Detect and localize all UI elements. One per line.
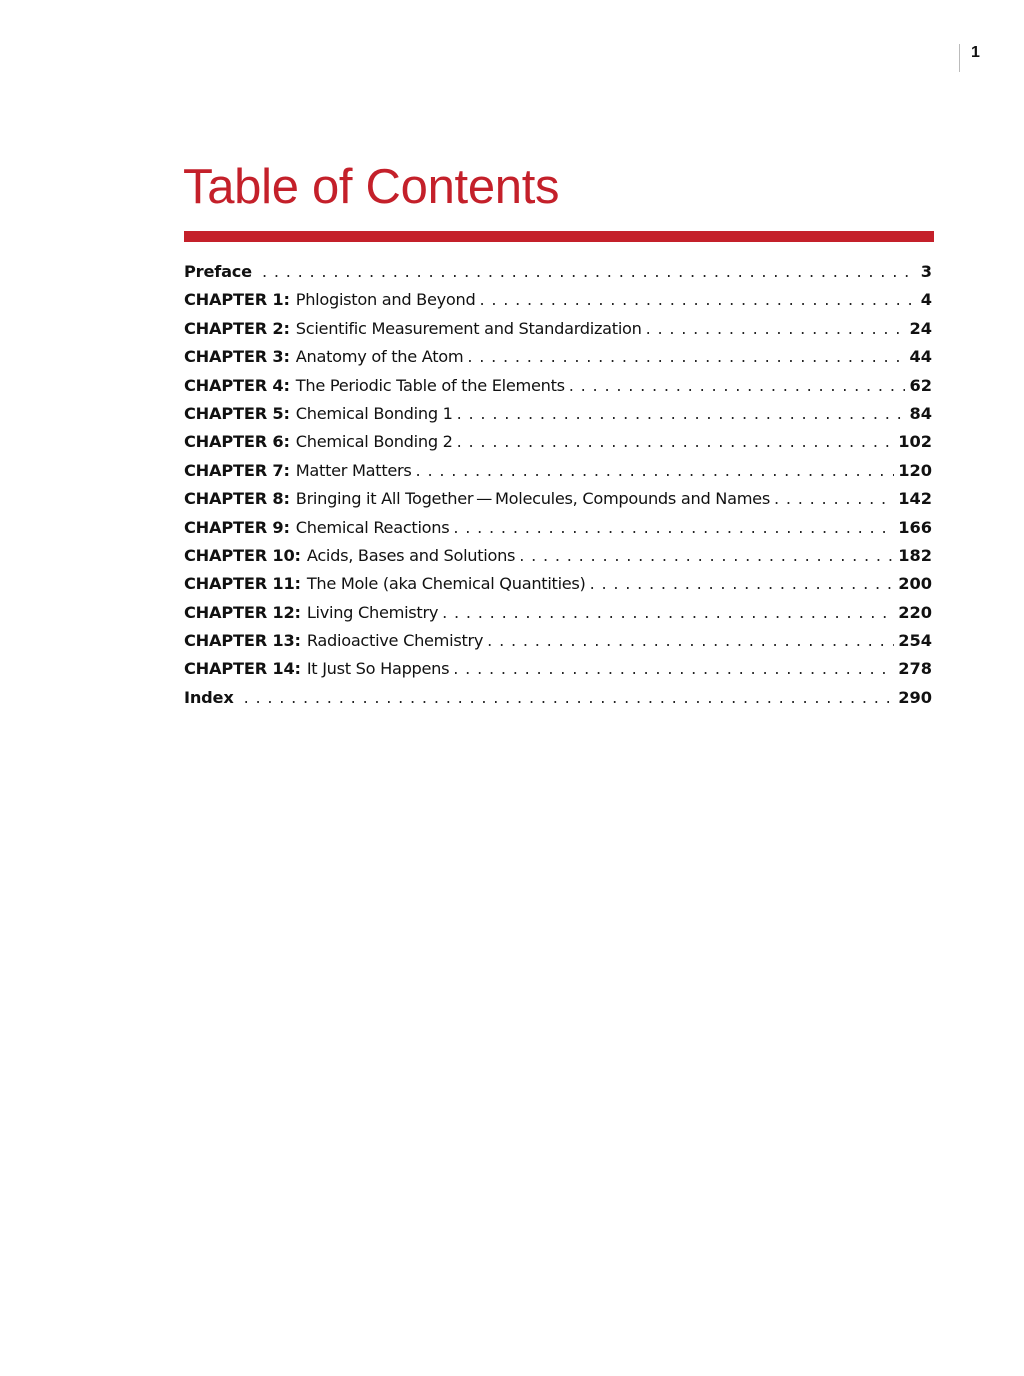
toc-entry-label: Preface	[184, 262, 252, 281]
toc-entry-chapter-8[interactable]	[184, 485, 932, 513]
title-underline-bar	[184, 231, 934, 242]
toc-entry-page: 254	[898, 631, 932, 651]
dot-leader	[569, 372, 906, 400]
toc-entry-chapter-6[interactable]	[184, 428, 932, 456]
toc-entry-title: Acids, Bases and Solutions	[306, 545, 516, 565]
dot-leader	[519, 542, 894, 570]
toc-entry-chapter-3[interactable]	[184, 343, 932, 371]
toc-entry-index[interactable]	[184, 684, 932, 712]
toc-entry-chapter-1[interactable]	[184, 286, 932, 314]
toc-entry-label: CHAPTER 4:	[184, 375, 290, 395]
dot-leader	[774, 485, 894, 513]
toc-entry-title: Living Chemistry	[306, 602, 439, 622]
toc-entry-label: CHAPTER 8:	[184, 489, 290, 509]
toc-entry-title: Matter Matters	[295, 460, 412, 480]
dot-leader	[457, 428, 895, 456]
page-title: Table of Contents	[183, 160, 560, 214]
toc-entry-label: CHAPTER 5:	[184, 403, 290, 423]
toc-entry-title: The Periodic Table of the Elements	[295, 375, 565, 395]
toc-entry-chapter-2[interactable]	[184, 315, 932, 343]
page-number-divider	[959, 44, 960, 72]
dot-leader	[244, 684, 895, 712]
toc-entry-page: 290	[898, 687, 932, 707]
toc-entry-chapter-9[interactable]	[184, 514, 932, 542]
toc-entry-title: The Mole (aka Chemical Quantities)	[306, 574, 586, 594]
dot-leader	[467, 343, 905, 371]
dot-leader	[479, 286, 916, 314]
toc-entry-chapter-13[interactable]	[184, 627, 932, 655]
toc-entry-label: CHAPTER 7:	[184, 460, 290, 480]
toc-entry-title: Scientific Measurement and Standardization	[295, 318, 642, 338]
toc-entry-chapter-5[interactable]	[184, 400, 932, 428]
toc-entry-label: CHAPTER 2:	[184, 318, 290, 338]
toc-entry-title: Chemical Reactions	[295, 517, 450, 537]
toc-entry-page: 102	[898, 432, 932, 452]
dot-leader	[416, 457, 895, 485]
toc-entry-label: CHAPTER 3:	[184, 347, 290, 367]
toc-entry-label: CHAPTER 13:	[184, 631, 301, 651]
toc-entry-label: CHAPTER 1:	[184, 290, 290, 310]
dot-leader	[457, 400, 906, 428]
toc-entry-page: 24	[909, 318, 932, 338]
toc-entry-title: Chemical Bonding 2	[295, 432, 453, 452]
toc-entry-label: CHAPTER 11:	[184, 574, 301, 594]
toc-entry-page: 166	[898, 517, 932, 537]
toc-entry-chapter-7[interactable]	[184, 457, 932, 485]
dot-leader	[262, 258, 917, 286]
toc-entry-label: CHAPTER 12:	[184, 602, 301, 622]
toc-entry-page: 62	[909, 375, 932, 395]
dot-leader	[442, 599, 894, 627]
toc-entry-page: 182	[898, 545, 932, 565]
toc-entry-chapter-11[interactable]	[184, 570, 932, 598]
dot-leader	[646, 315, 906, 343]
toc-entry-page: 220	[898, 602, 932, 622]
dot-leader	[453, 514, 894, 542]
toc-entry-page: 3	[920, 262, 932, 281]
toc-entry-preface[interactable]	[184, 258, 932, 286]
toc-entry-chapter-10[interactable]	[184, 542, 932, 570]
toc-entry-title: Phlogiston and Beyond	[295, 290, 476, 310]
toc-entry-page: 278	[898, 659, 932, 679]
toc-entry-chapter-14[interactable]	[184, 655, 932, 683]
toc-entry-title: Anatomy of the Atom	[295, 347, 464, 367]
toc-entry-label: CHAPTER 14:	[184, 659, 301, 679]
toc-entry-title: Bringing it All Together — Molecules, Compounds and Names	[295, 489, 770, 509]
toc-entry-label: CHAPTER 10:	[184, 545, 301, 565]
dot-leader	[590, 570, 895, 598]
toc-entry-title: Radioactive Chemistry	[306, 631, 484, 651]
toc-entry-page: 142	[898, 489, 932, 509]
toc-entry-title: It Just So Happens	[306, 659, 450, 679]
toc-entry-label: CHAPTER 6:	[184, 432, 290, 452]
toc-entry-chapter-12[interactable]	[184, 599, 932, 627]
toc-entry-chapter-4[interactable]	[184, 372, 932, 400]
toc-entry-title: Chemical Bonding 1	[295, 403, 453, 423]
table-of-contents	[184, 258, 932, 712]
page-number: 1	[971, 44, 980, 61]
dot-leader	[453, 655, 894, 683]
toc-entry-page: 84	[909, 403, 932, 423]
toc-entry-page: 200	[898, 574, 932, 594]
toc-entry-label: Index	[184, 687, 234, 707]
toc-entry-page: 4	[920, 290, 932, 310]
toc-entry-page: 120	[898, 460, 932, 480]
toc-entry-page: 44	[909, 347, 932, 367]
dot-leader	[487, 627, 894, 655]
toc-entry-label: CHAPTER 9:	[184, 517, 290, 537]
